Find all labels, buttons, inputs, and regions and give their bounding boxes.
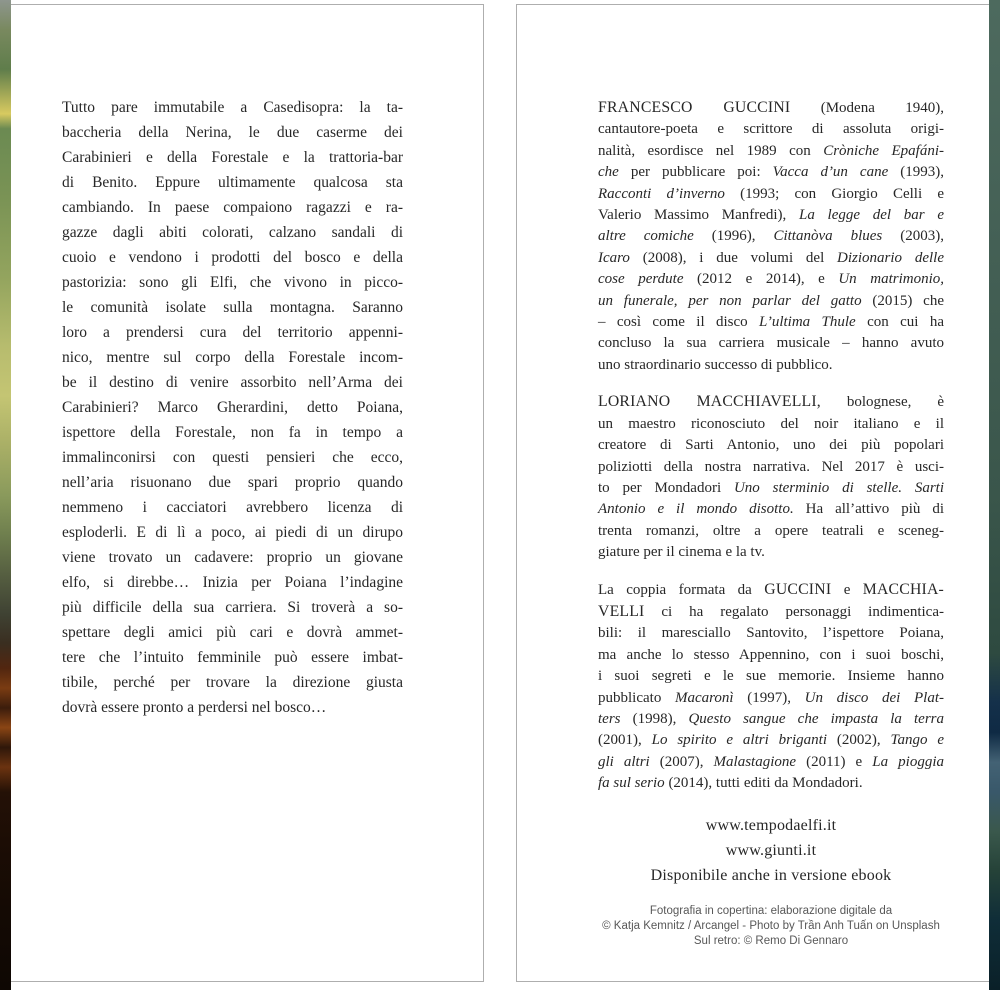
bio-line (598, 119, 944, 140)
book-title-italic: Cittanòva blues (773, 228, 883, 245)
book-title-italic: un funerale, per non parlar del gatto (598, 292, 862, 309)
book-title-italic: che (598, 164, 619, 181)
bio-line (598, 248, 944, 269)
bio-line (598, 205, 944, 226)
credit-line: © Katja Kemnitz / Arcangel - Photo by Trần Anh Tuấn on Unsplash (602, 919, 940, 932)
bio-duo (598, 579, 944, 795)
synopsis-line: elfo, si direbbe… Inizia per Poiana l’indagine (62, 574, 403, 591)
bio-line (598, 226, 944, 247)
book-title-italic: Malastagione (713, 753, 797, 770)
bio-line (598, 730, 944, 751)
text-segment: uno straordinario successo di pubblico. (598, 356, 833, 373)
text-segment: poliziotti della nostra narrativa. Nel 2017 è usci- (598, 458, 944, 475)
website-giunti: www.giunti.it (725, 841, 817, 859)
bio-line (598, 291, 944, 312)
cover-photo-left-edge (0, 0, 11, 990)
text-segment: (2011) e (796, 753, 873, 770)
synopsis-line: tibile, perché per trovare la direzione giusta (62, 674, 403, 691)
book-title-italic: cose perdute (598, 271, 684, 288)
book-title-italic: Lo spirito e altri briganti (651, 732, 827, 749)
bio-line (598, 97, 944, 119)
bio-line (598, 312, 944, 333)
text-segment: (Modena 1940), (790, 100, 944, 116)
synopsis-line: esploderli. E di lì a poco, ai piedi di un dirupo (62, 524, 403, 541)
text-segment: (2003), (882, 228, 944, 245)
links-block (598, 813, 944, 888)
bio-line (598, 645, 944, 666)
text-segment: (2007), (649, 753, 714, 770)
text-segment: – così come il disco (598, 314, 760, 331)
book-title-italic: Antonio e il mondo disotto. (598, 501, 794, 518)
bio-line (598, 269, 944, 290)
text-segment: (1993), (888, 164, 944, 181)
book-title-italic: altre comiche (598, 228, 694, 245)
synopsis-line: dovrà essere pronto a perdersi nel bosco… (62, 699, 327, 716)
bio-line (598, 752, 944, 773)
synopsis-line: pastorizia: sono gli Elfi, che vivono in picco- (62, 274, 403, 291)
book-title-italic: Macaronì (674, 689, 734, 706)
bio-line (598, 601, 944, 623)
synopsis-line: di Benito. Eppure ultimamente qualcosa sta (62, 174, 403, 191)
synopsis-line: Carabinieri e della Forestale e la trattoria-bar (62, 149, 403, 166)
right-flap-page (516, 4, 989, 982)
synopsis-line: be il destino di venire assorbito nell’Arma dei (62, 374, 403, 391)
book-title-italic: fa sul serio (598, 775, 665, 792)
author-name-caps: GUCCINI (764, 580, 832, 598)
book-title-italic: Uno sterminio di stelle. Sarti (733, 479, 944, 496)
bio-line (598, 499, 944, 520)
text-segment: (1993; con Giorgio Celli e (724, 185, 944, 202)
bio-line (598, 414, 944, 435)
text-segment: con cui ha (855, 314, 944, 331)
bio-line (598, 141, 944, 162)
synopsis-line: Carabinieri? Marco Gherardini, detto Poiana, (62, 399, 403, 416)
text-segment: un maestro riconosciuto del noir italiano e il (598, 415, 944, 432)
credit-line: Fotografia in copertina: elaborazione digitale da (649, 904, 893, 917)
text-segment: ma anche lo stesso Appennino, con i suoi boschi, (598, 646, 944, 663)
synopsis-line: spettare degli amici più cari e dovrà ammet- (62, 624, 403, 641)
bio-line (598, 162, 944, 183)
synopsis-line: Tutto pare immutabile a Casedisopra: la ta- (62, 99, 403, 116)
credit-line: Sul retro: © Remo Di Gennaro (693, 934, 849, 947)
bio-guccini (598, 97, 944, 376)
right-flap-column (598, 97, 944, 949)
text-segment: e (831, 581, 863, 598)
text-segment: (1996), (693, 228, 774, 245)
left-flap-text (62, 95, 403, 720)
author-name-caps: VELLI (598, 602, 645, 620)
text-segment: (2008), i due volumi del (629, 249, 838, 266)
book-title-italic: ters (598, 710, 621, 727)
bio-line (598, 355, 944, 376)
bio-line (598, 457, 944, 478)
text-segment: nalità, esordisce nel 1989 con (598, 142, 824, 159)
bio-line (598, 623, 944, 644)
book-title-italic: La legge del bar e (799, 207, 944, 224)
text-segment: (1998), (620, 710, 689, 727)
synopsis-line: loro a prendersi cura del territorio appenni- (62, 324, 403, 341)
text-segment: Valerio Massimo Manfredi), (598, 207, 799, 224)
book-title-italic: gli altri (598, 753, 650, 770)
synopsis-line: più difficile della sua carriera. Si troverà a so- (62, 599, 403, 616)
book-title-italic: La pioggia (872, 753, 944, 770)
text-segment: (2012 e 2014), e (683, 271, 839, 288)
text-segment: Ha all’attivo più di (793, 501, 944, 518)
text-segment: giature per il cinema e la tv. (598, 544, 765, 561)
bio-line (598, 521, 944, 542)
synopsis-line: immalinconirsi con questi pensieri che ecco, (62, 449, 403, 466)
text-segment: bili: il maresciallo Santovito, l’ispettore Poiana, (598, 625, 944, 642)
book-title-italic: Tango e (890, 732, 944, 749)
text-segment: (2015) che (861, 292, 944, 309)
synopsis-line: nemmeno i cacciatori avrebbero licenza di (62, 499, 403, 516)
synopsis-line: baccheria della Nerina, le due caserme dei (62, 124, 403, 141)
ebook-availability-note: Disponibile anche in versione ebook (650, 866, 892, 884)
book-title-italic: Dizionario delle (837, 249, 944, 266)
cover-photo-right-edge (989, 0, 1000, 990)
synopsis-line: viene trovato un cadavere: proprio un giovane (62, 549, 403, 566)
book-title-italic: Cròniche Epafáni- (823, 142, 944, 159)
bio-line (598, 666, 944, 687)
book-title-italic: L’ultima Thule (759, 314, 856, 331)
book-title-italic: Un matrimonio, (838, 271, 944, 288)
bio-line (598, 478, 944, 499)
text-segment: trenta romanzi, oltre a opere teatrali e sceneg- (598, 522, 944, 539)
text-segment: concluso la sua carriera musicale – hanno avuto (598, 335, 944, 352)
author-name-caps: LORIANO MACCHIAVELLI, (598, 393, 821, 411)
book-title-italic: Racconti d’inverno (598, 185, 725, 202)
bio-line (598, 184, 944, 205)
book-title-italic: Icaro (598, 249, 630, 266)
bio-line (598, 709, 944, 730)
bio-macchiavelli (598, 391, 944, 563)
synopsis-line: cuoio e vendono i prodotti del bosco e della (62, 249, 403, 266)
text-segment: i suoi segreti e le sue memorie. Insieme hanno (598, 668, 944, 685)
bio-line (598, 391, 944, 413)
synopsis-line: cambiando. In paese compaiono ragazzi e ra- (62, 199, 403, 216)
text-segment: pubblicato (598, 689, 675, 706)
text-segment: to per Mondadori (598, 479, 734, 496)
synopsis-line: nico, mentre sul corpo della Forestale incom- (62, 349, 403, 366)
text-segment: ci ha regalato personaggi indimentica- (644, 603, 944, 620)
synopsis-line: tere che l’intuito femminile può essere imbat- (62, 649, 403, 666)
text-segment: (2014), tutti editi da Mondadori. (664, 775, 863, 792)
book-title-italic: Vacca d’un cane (772, 164, 889, 181)
bio-line (598, 542, 944, 563)
right-flap-bios (598, 97, 944, 795)
bio-line (598, 579, 944, 601)
photo-credits (576, 904, 966, 949)
text-segment: cantautore-poeta e scrittore di assoluta origi- (598, 121, 944, 138)
book-title-italic: Questo sangue che impasta la terra (688, 710, 944, 727)
bio-line (598, 435, 944, 456)
synopsis-line: le comunità isolate sulla montagna. Saranno (62, 299, 403, 316)
text-segment: bolognese, è (820, 394, 944, 411)
left-flap-page (11, 4, 484, 982)
text-segment: creatore di Sarti Antonio, uno dei più popolari (598, 437, 944, 454)
synopsis-line: nell’aria risuonano due spari proprio quando (62, 474, 403, 491)
text-segment: (1997), (733, 689, 805, 706)
bio-line (598, 688, 944, 709)
bio-line (598, 333, 944, 354)
text-segment: per pubblicare poi: (618, 164, 773, 181)
text-segment: La coppia formata da (598, 581, 765, 598)
book-title-italic: Un disco dei Plat- (804, 689, 944, 706)
author-name-caps: MACCHIA- (862, 580, 944, 598)
bio-line (598, 773, 944, 794)
synopsis-line: ispettore della Forestale, non fa in tempo a (62, 424, 403, 441)
website-tempodaelfi: www.tempodaelfi.it (705, 816, 837, 834)
synopsis-line: gazze dagli abiti colorati, calzano sandali di (62, 224, 403, 241)
author-name-caps: FRANCESCO GUCCINI (598, 99, 791, 116)
text-segment: (2002), (827, 732, 891, 749)
text-segment: (2001), (598, 732, 652, 749)
